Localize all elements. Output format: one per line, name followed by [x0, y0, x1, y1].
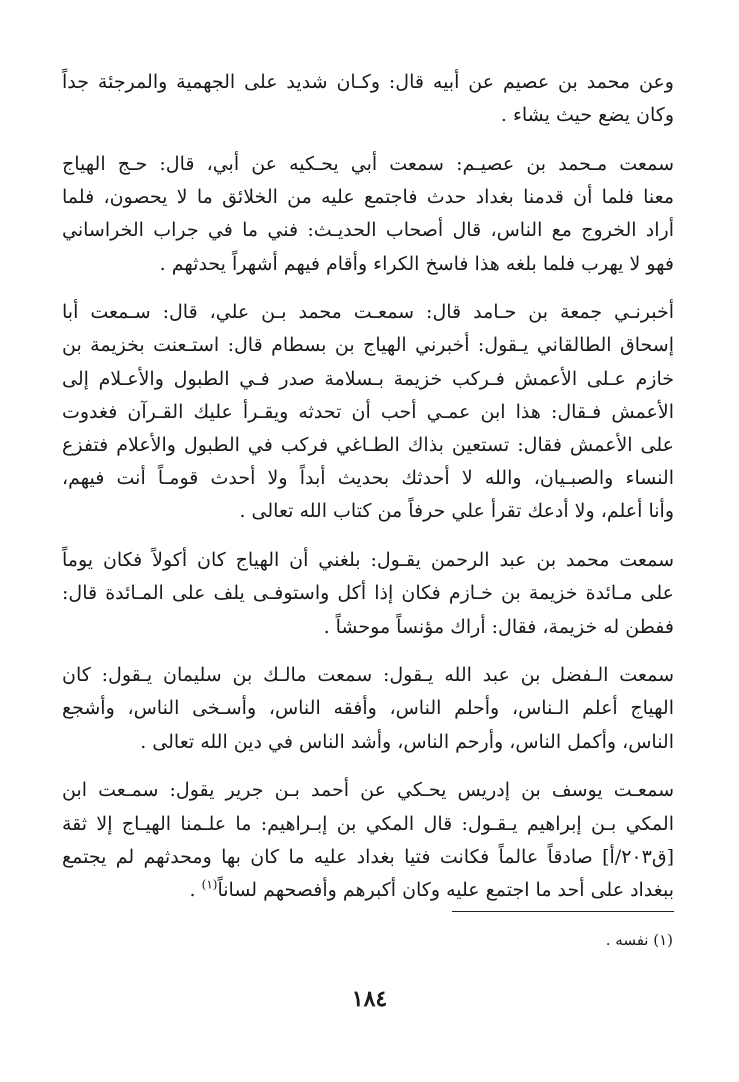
- text-line: [ق٢٠٣/أ] صادقاً عالماً فكانت فتيا بغداد عليه ما كان بها ومحدثهم لم يجتمع: [62, 845, 674, 868]
- main-text: [62, 66, 674, 923]
- paragraph: [62, 659, 674, 759]
- text-line: أخبرنـي جمعة بن حـامد قال: سمعـت محمد بـن علي، قال: سـمعت أبا: [62, 301, 674, 324]
- text-line: الأعمش فـقال: هذا ابن عمـي أحب أن تحدثه ويقـرأ عليك القـرآن فغدوت: [62, 400, 674, 423]
- page-number: ١٨٤: [351, 986, 388, 1012]
- text-line: خازم عـلى الأعمش فـركب خزيمة بـسلامة صدر فـي الطبول والأعـلام إلى: [62, 367, 674, 390]
- paragraph: [62, 148, 674, 281]
- text-line: سمعت الـفضل بن عبد الله يـقول: سمعت مالـك بن سليمان يـقول: كان: [62, 664, 674, 687]
- paragraph: [62, 774, 674, 907]
- footnote-reference: (١): [201, 877, 218, 892]
- text-line: على مـائدة خزيمة بن خـازم فكان إذا أكل واستوفـى يلف على المـائدة قال:: [62, 582, 674, 605]
- text-line: إسحاق الطالقاني يـقول: أخبرني الهياج بن بسطام قال: استـعنت بخزيمة بن: [62, 334, 674, 357]
- text-line: ففطن له خزيمة، فقال: أراك مؤنساً موحشاً .: [323, 615, 674, 638]
- text-line: سمعـت يوسف بن إدريس يحـكي عن أحمد بـن جرير يقول: سمـعت ابن: [62, 779, 674, 802]
- paragraph: [62, 544, 674, 644]
- text-line: وكان يضع حيث يشاء .: [500, 104, 674, 127]
- footnote: (١) نفسه .: [605, 931, 673, 949]
- text-line-tail: .: [189, 878, 202, 901]
- text-line: فهو لا يهرب فلما بلغه هذا فاسخ الكراء وأقام فيهم أشهراً يحدثهم .: [159, 252, 674, 275]
- text-line: الناس، وأكمل الناس، وأرحم الناس، وأشد الناس في دين الله تعالى .: [140, 730, 674, 753]
- text-line: المكي بـن إبراهيم يـقـول: قال المكي بن إبـراهيم: ما علـمنا الهيـاج إلا ثقة: [62, 812, 674, 835]
- text-line: النساء والصبـيان، والله لا أحدثك بحديث أبداً ولا أحدث قومـاً أنت فيهم،: [62, 467, 674, 490]
- text-line-body: ببغداد على أحد ما اجتمع عليه وكان أكبرهم وأفصحهم لساناً: [217, 878, 674, 901]
- paragraph: [62, 296, 674, 528]
- text-line: وأنا أعلم، ولا أدعك تقرأ علي حرفاً من كتاب الله تعالى .: [239, 500, 674, 523]
- text-line: سمعت مـحمد بن عصيـم: سمعت أبي يحـكيه عن أبي، قال: حـج الهياج: [62, 152, 674, 175]
- footnote-divider: [452, 911, 674, 912]
- text-line: سمعت محمد بن عبد الرحمن يقـول: بلغني أن الهياج كان أكولاً فكان يوماً: [62, 549, 674, 572]
- text-line: أراد الخروج مع الناس، قال أصحاب الحديـث: فني ما في جراب الخراساني: [62, 219, 674, 242]
- text-line: [62, 874, 674, 907]
- text-line: الهياج أعلم الـناس، وأحلم الناس، وأفقه الناس، وأسـخى الناس، وأشجع: [62, 697, 674, 720]
- text-line: وعن محمد بن عصيم عن أبيه قال: وكـان شديد على الجهمية والمرجئة جداً: [62, 71, 674, 93]
- text-line: على الأعمش فقال: تستعين بذاك الطـاغي فركب في الطبول والأعلام فتفزع: [62, 434, 674, 457]
- paragraph: [62, 66, 674, 132]
- text-line: معنا فلما أن قدمنا بغداد حدث فاجتمع عليه من الخلائق ما لا يحصون، فلما: [62, 186, 674, 209]
